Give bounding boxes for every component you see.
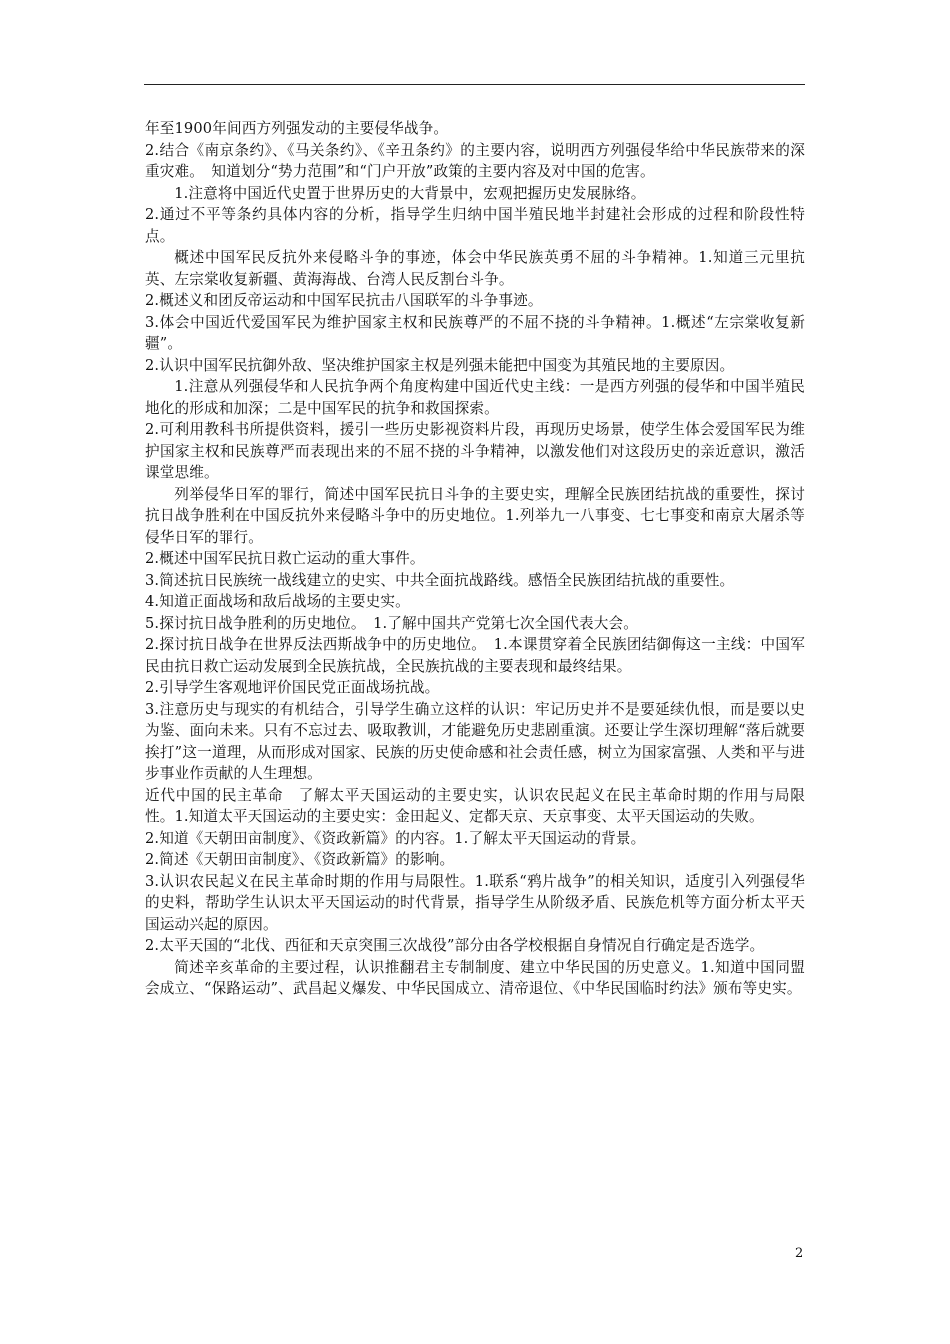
paragraph: 2.探讨抗日战争在世界反法西斯战争中的历史地位。 1.本课贯穿着全民族团结御侮这一主线：中国军民由抗日救亡运动发展到全民族抗战，全民族抗战的主要表现和最终结果。 — [145, 636, 805, 675]
paragraph: 1.注意将中国近代史置于世界历史的大背景中，宏观把握历史发展脉络。 — [174, 184, 646, 202]
paragraph: 2.概述义和团反帝运动和中国军民抗击八国联军的斗争事迹。 — [145, 292, 543, 309]
paragraph: 2.太平天国的“北伐、西征和天京突围三次战役”部分由各学校根据自身情况自行确定是否选学。 — [145, 937, 765, 954]
paragraph: 5.探讨抗日战争胜利的历史地位。 1.了解中国共产党第七次全国代表大会。 — [145, 614, 638, 632]
page-number: 2 — [795, 1246, 804, 1261]
paragraph: 4.知道正面战场和敌后战场的主要史实。 — [145, 593, 410, 610]
paragraph: 简述辛亥革命的主要过程，认识推翻君主专制制度、建立中华民国的历史意义。1.知道中国同盟会成立、“保路运动”、武昌起义爆发、中华民国成立、清帝退位、《中华民国临时约法》颁布等史实。 — [145, 958, 805, 997]
paragraph: 列举侵华日军的罪行，简述中国军民抗日斗争的主要史实，理解全民族团结抗战的重要性，探讨抗日战争胜利在中国反抗外来侵略斗争中的历史地位。1.列举九一八事变、七七事变和南京大屠杀等侵华日军的罪行。 — [145, 485, 805, 546]
paragraph: 近代中国的民主革命 了解太平天国运动的主要史实，认识农民起义在民主革命时期的作用与局限性。1.知道太平天国运动的主要史实：金田起义、定都天京、天京事变、太平天国运动的失败。 — [145, 786, 805, 825]
paragraph: 2.引导学生客观地评价国民党正面战场抗战。 — [145, 679, 440, 696]
paragraph: 概述中国军民反抗外来侵略斗争的事迹，体会中华民族英勇不屈的斗争精神。1.知道三元里抗英、左宗棠收复新疆、黄海海战、台湾人民反割台斗争。 — [145, 249, 805, 288]
paragraph: 1.注意从列强侵华和人民抗争两个角度构建中国近代史主线：一是西方列强的侵华和中国半殖民地化的形成和加深；二是中国军民的抗争和救国探索。 — [145, 378, 805, 417]
paragraph: 3.认识农民起义在民主革命时期的作用与局限性。1.联系“鸦片战争”的相关知识，适度引入列强侵华的史料，帮助学生认识太平天国运动的时代背景，指导学生从阶级矛盾、民族危机等方面分析太平天国运动兴起的原因。 — [145, 872, 805, 933]
paragraph: 2.知道《天朝田亩制度》、《资政新篇》的内容。1.了解太平天国运动的背景。 — [145, 829, 646, 847]
paragraph: 2.概述中国军民抗日救亡运动的重大事件。 — [145, 550, 425, 567]
header-rule — [144, 84, 805, 85]
paragraph: 3.注意历史与现实的有机结合，引导学生确立这样的认识：牢记历史并不是要延续仇恨，而是要以史为鉴、面向未来。只有不忘过去、吸取教训，才能避免历史悲剧重演。还要让学生深切理解“落后就要挨打”这一道理，从而形成对国家、民族的历史使命感和社会责任感，树立为国家富强、人类和平与进步事业作贡献的人生理想。 — [145, 700, 805, 782]
paragraph: 2.可利用教科书所提供资料，援引一些历史影视资料片段，再现历史场景，使学生体会爱国军民为维护国家主权和民族尊严而表现出来的不屈不挠的斗争精神，以激发他们对这段历史的亲近意识，激活课堂思维。 — [145, 421, 805, 481]
document-body — [145, 118, 805, 1000]
paragraph: 2.简述《天朝田亩制度》、《资政新篇》的影响。 — [145, 851, 455, 868]
paragraph: 3.体会中国近代爱国军民为维护国家主权和民族尊严的不屈不挠的斗争精神。1.概述“左宗棠收复新疆”。 — [145, 313, 805, 352]
paragraph: 3.简述抗日民族统一战线建立的史实、中共全面抗战路线。感悟全民族团结抗战的重要性。 — [145, 571, 735, 589]
paragraph: 2.结合《南京条约》、《马关条约》、《辛丑条约》的主要内容，说明西方列强侵华给中华民族带来的深重灾难。 知道划分“势力范围”和“门户开放”政策的主要内容及对中国的危害。 — [145, 141, 805, 180]
paragraph: 2.通过不平等条约具体内容的分析，指导学生归纳中国半殖民地半封建社会形成的过程和阶段性特点。 — [145, 206, 805, 245]
paragraph: 2.认识中国军民抗御外敌、坚决维护国家主权是列强未能把中国变为其殖民地的主要原因。 — [145, 356, 735, 374]
paragraph: 年至1900年间西方列强发动的主要侵华战争。 — [145, 120, 449, 137]
